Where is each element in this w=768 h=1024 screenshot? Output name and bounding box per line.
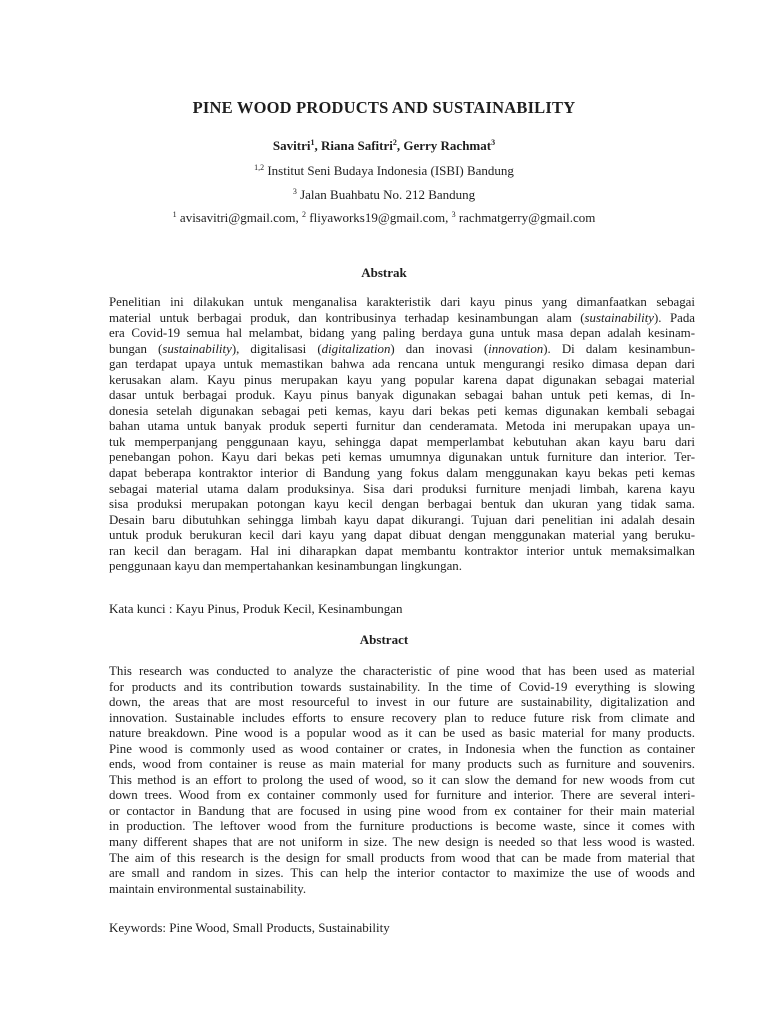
text-line: Pine wood is commonly used as wood container or crates, in Indonesia when the function as container bbox=[109, 741, 695, 756]
text-line: This research was conducted to analyze the characteristic of pine wood that has been used as material bbox=[109, 664, 695, 678]
author-mark: 1 bbox=[310, 138, 315, 147]
text-line: in production. The leftover wood from the furniture productions is become waste, since it comes with bbox=[109, 819, 695, 834]
affiliation-line-2 bbox=[0, 187, 768, 203]
email-mark: 1 bbox=[172, 210, 177, 219]
author-name: Riana Safitri bbox=[320, 138, 393, 153]
text-line: many different shapes that are not uniform in size. The new design is needed so that less wood is wasted. bbox=[109, 835, 695, 850]
author-separator: , bbox=[314, 138, 321, 153]
italic-term: digitalization bbox=[321, 341, 391, 356]
email-address: avisavitri@gmail.com, bbox=[176, 210, 303, 225]
text-line: This method is an effort to prolong the used of wood, so it can slow the demand for new woods from cut bbox=[109, 772, 695, 787]
text-line: era Covid-19 semua hal melambat, bidang yang paling berdaya guna untuk masa depan adalah kesinam- bbox=[109, 326, 695, 341]
text-line: dapat beberapa kontraktor interior di Bandung yang fokus dalam menggunakan kayu bekas peti kemas bbox=[109, 466, 695, 481]
text-line: The aim of this research is the design for small products from wood that can be made from material that bbox=[109, 850, 695, 865]
text-line: donesia setelah digunakan sebagai peti kemas, kayu dari bekas peti kemas digunakan kembali sebagai bbox=[109, 403, 695, 418]
text-line: kerusakan alam. Kayu pinus merupakan kayu yang popular karena dapat digunakan sebagai material bbox=[109, 372, 695, 387]
email-mark: 3 bbox=[451, 210, 456, 219]
text-line: untuk produk berukuran kecil dari kayu yang dapat dibuat dengan menggunakan material yang beruku- bbox=[109, 528, 695, 543]
text-line: Penelitian ini dilakukan untuk menganalisa karakteristik dari kayu pinus yang dimanfaatkan sebagai bbox=[109, 295, 695, 309]
text-line: tuk memperpanjang penggunaan kayu, sehingga dapat memperlambat kebutuhan akan kayu baru dari bbox=[109, 434, 695, 449]
text-line: bahan utama untuk banyak produk seperti furnitur dan cenderamata. Metoda ini merupakan upaya un- bbox=[109, 419, 695, 434]
paper-title: PINE WOOD PRODUCTS AND SUSTAINABILITY bbox=[192, 98, 576, 117]
text-line: sisa produksi merupakan potongan kayu kecil dengan berbagai bentuk dan ukuran yang tidak sama. bbox=[109, 497, 695, 512]
abstrak-paragraph bbox=[109, 295, 695, 575]
text-line: bungan (sustainability), digitalisasi (digitalization) dan inovasi (innovation). Di dalam kesinambun- bbox=[109, 341, 695, 356]
text-line: maintain environmental sustainability. bbox=[109, 881, 307, 896]
author-mark: 2 bbox=[392, 138, 397, 147]
text-line: penebangan pohon. Kayu dari bekas peti kemas umumnya digunakan untuk furniture dan interior. Ter- bbox=[109, 450, 695, 465]
italic-term: sustainability bbox=[584, 310, 655, 325]
italic-term: innovation bbox=[488, 341, 544, 356]
email-address: fliyaworks19@gmail.com, bbox=[306, 210, 452, 225]
text-line: for products and its contribution towards sustainability. In the time of Covid-19 everything is slowing bbox=[109, 679, 695, 694]
text-line: nature breakdown. Pine wood is a popular wood as it can be used as basic material for many products. bbox=[109, 726, 695, 741]
affiliation-mark: 3 bbox=[292, 187, 297, 196]
abstract-paragraph bbox=[109, 664, 695, 897]
author-separator: , bbox=[396, 138, 404, 153]
affiliation-mark: 1,2 bbox=[254, 163, 265, 172]
keywords: Keywords: Pine Wood, Small Products, Sustainability bbox=[109, 920, 390, 935]
abstrak-heading: Abstrak bbox=[361, 265, 407, 280]
abstract-heading: Abstract bbox=[359, 632, 409, 647]
text-line: down, the areas that are most resourceful to invest in our future are sustainability, digitalization and bbox=[109, 695, 695, 710]
email-address: rachmatgerry@gmail.com bbox=[455, 210, 596, 225]
author-list bbox=[0, 138, 768, 154]
text-line: ends, wood from container is reuse as main material for many products such as furniture and souvenirs. bbox=[109, 757, 695, 772]
text-line: penggunaan kayu dan mempertahankan kesinambungan lingkungan. bbox=[109, 559, 462, 574]
text-line: down trees. Wood from ex container commonly used for furniture and interior. There are several interi- bbox=[109, 788, 695, 803]
email-line bbox=[0, 210, 768, 226]
affiliation-line-1 bbox=[0, 163, 768, 179]
text-line: innovation. Sustainable includes efforts to ensure recovery plan to reduce future risk from climate and bbox=[109, 710, 695, 725]
affiliation-text: Jalan Buahbatu No. 212 Bandung bbox=[296, 187, 476, 202]
text-line: material untuk berbagai produk, dan kontribusinya terhadap kesinambungan alam (sustainability). Pada bbox=[109, 310, 695, 325]
text-line: or contactor in Bandung that are focused in using pine wood from ex container for their main material bbox=[109, 803, 695, 818]
author-name: Gerry Rachmat bbox=[403, 138, 492, 153]
affiliation-text: Institut Seni Budaya Indonesia (ISBI) Bandung bbox=[264, 163, 514, 178]
text-line: Desain baru dibutuhkan sehingga limbah kayu dapat dikurangi. Tujuan dari penelitian ini adalah desain bbox=[109, 512, 695, 527]
text-line: are small and random in sizes. This can help the interior contactor to maximize the use of woods and bbox=[109, 866, 695, 881]
text-line: dasar untuk berbagai produk. Kayu pinus banyak digunakan sebagai bahan untuk peti kemas, di In- bbox=[109, 388, 695, 403]
author-mark: 3 bbox=[491, 138, 496, 147]
kata-kunci: Kata kunci : Kayu Pinus, Produk Kecil, Kesinambungan bbox=[109, 601, 403, 616]
text-line: sebagai material utama dalam produksinya. Sisa dari produksi furniture menjadi limbah, karena kayu bbox=[109, 481, 695, 496]
text-line: ran kecil dan beragam. Hal ini diharapkan dapat membantu kontraktor interior untuk memaksimalkan bbox=[109, 543, 695, 558]
italic-term: sustainability bbox=[162, 341, 232, 356]
author-name: Savitri bbox=[272, 138, 311, 153]
text-line: gan terdapat upaya untuk memastikan bahwa ada rencana untuk mengurangi resiko dimasa depan dari bbox=[109, 357, 695, 372]
email-mark: 2 bbox=[302, 210, 307, 219]
